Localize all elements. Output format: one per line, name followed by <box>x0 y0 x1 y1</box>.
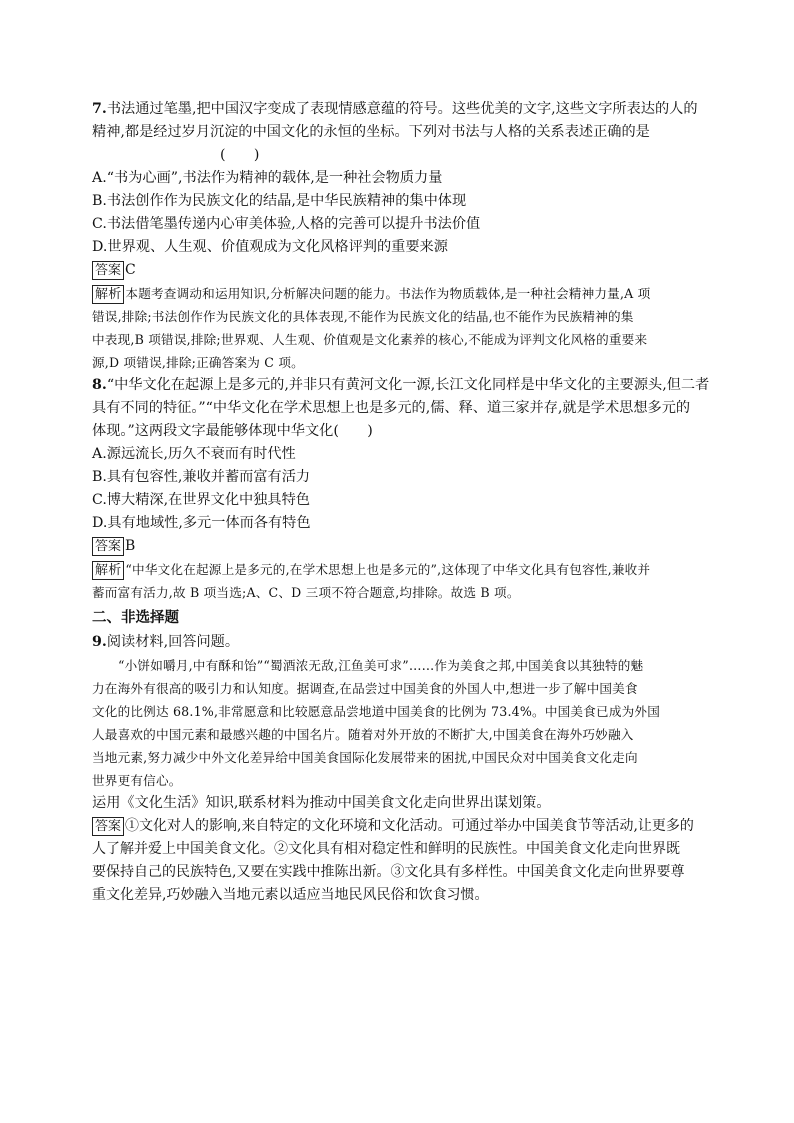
q8-option-b: B.具有包容性,兼收并蓄而富有活力 <box>92 469 311 485</box>
document-page <box>92 98 710 907</box>
q9-material-line-1: “小饼如嚼月,中有酥和饴”“蜀酒浓无敌,江鱼美可求”……作为美食之邦,中国美食以其独特的魅 <box>118 658 644 673</box>
q7-option-d: D.世界观、人生观、价值观成为文化风格评判的重要来源 <box>92 239 448 255</box>
q7-stem-line-1: 7.书法通过笔墨,把中国汉字变成了表现情感意蕴的符号。这些优美的文字,这些文字所表达的人的 <box>92 101 698 117</box>
answer-label: 答案 <box>92 261 124 280</box>
q8-option-a: A.源远流长,历久不衰而有时代性 <box>92 446 296 462</box>
q7-answer <box>92 259 704 282</box>
q8-answer <box>92 535 704 558</box>
q8-option-c: C.博大精深,在世界文化中独具特色 <box>92 492 310 508</box>
section-title: 二、非选择题 <box>92 609 179 626</box>
q7-analysis-line-1: 解析 本题考查调动和运用知识,分析解决问题的能力。书法作为物质载体,是一种社会精神力量,A 项 <box>92 282 704 305</box>
question-9 <box>92 631 704 907</box>
q8-stem-line-3: 体现。”这两段文字最能够体现中华文化( ) <box>92 423 373 439</box>
q7-analysis-line-3: 中表现,B 项错误,排除;世界观、人生观、价值观是文化素养的核心,不能成为评判文化风格的重要来 <box>92 332 648 347</box>
q9-answer-line-1: 答案 ①文化对人的影响,来自特定的文化环境和文化活动。可通过举办中国美食节等活动,让更多的 <box>92 815 704 838</box>
q9-material-line-4: 人最喜欢的中国元素和最感兴趣的中国名片。随着对外开放的不断扩大,中国美食在海外巧妙融入 <box>92 727 634 742</box>
q7-answer-value: C <box>125 262 136 278</box>
q9-answer-line-4: 重文化差异,巧妙融入当地元素以适应当地民风民俗和饮食习惯。 <box>92 887 489 903</box>
q7-option-a: A.“书为心画”,书法作为精神的载体,是一种社会物质力量 <box>92 170 443 186</box>
answer-label: 答案 <box>92 537 124 556</box>
answer-label: 答案 <box>92 817 124 836</box>
q8-number: 8 <box>92 377 102 393</box>
q7-analysis-line-2: 错误,排除;书法创作作为民族文化的具体表现,不能作为民族文化的结晶,也不能作为民族精神的集 <box>92 309 634 324</box>
q9-answer-line-2: 人了解并爱上中国美食文化。②文化具有相对稳定性和鲜明的民族性。中国美食文化走向世界既 <box>92 841 680 857</box>
question-8 <box>92 374 710 604</box>
q7-option-b: B.书法创作作为民族文化的结晶,是中华民族精神的集中体现 <box>92 193 467 209</box>
analysis-label: 解析 <box>92 285 124 304</box>
q9-material-line-2: 力在海外有很高的吸引力和认知度。据调查,在品尝过中国美食的外国人中,想进一步了解中国美食 <box>92 681 638 696</box>
q7-number: 7 <box>92 101 102 117</box>
q8-analysis-line-1: 解析 “中华文化在起源上是多元的,在学术思想上也是多元的”,这体现了中华文化具有包容性,兼收并 <box>92 558 704 581</box>
q8-option-d: D.具有地域性,多元一体而各有特色 <box>92 515 311 531</box>
analysis-label: 解析 <box>92 561 124 580</box>
q9-material-line-5: 当地元素,努力减少中外文化差异给中国美食国际化发展带来的困扰,中国民众对中国美食文化走向 <box>92 750 638 765</box>
q9-material-line-3: 文化的比例达 68.1%,非常愿意和比较愿意品尝地道中国美食的比例为 73.4%。中国美食已成为外国 <box>92 704 660 719</box>
q9-number: 9 <box>92 634 102 650</box>
q8-stem-line-2: 具有不同的特征。”“中华文化在学术思想上也是多元的,儒、释、道三家并存,就是学术思想多元的 <box>92 400 691 416</box>
q8-analysis-line-2: 蓄而富有活力,故 B 项当选;A、C、D 三项不符合题意,均排除。故选 B 项。 <box>92 585 520 600</box>
q9-question: 运用《文化生活》知识,联系材料为推动中国美食文化走向世界出谋划策。 <box>92 795 551 811</box>
question-7 <box>92 98 704 374</box>
q7-option-c: C.书法借笔墨传递内心审美体验,人格的完善可以提升书法价值 <box>92 216 481 232</box>
q8-answer-value: B <box>125 538 136 554</box>
q7-stem-line-2: 精神,都是经过岁月沉淀的中国文化的永恒的坐标。下列对书法与人格的关系表述正确的是 <box>92 124 650 140</box>
q9-material-line-6: 世界更有信心。 <box>92 773 182 788</box>
q9-prompt: 9.阅读材料,回答问题。 <box>92 634 240 650</box>
q7-answer-paren: ( ) <box>220 147 260 163</box>
q9-answer-line-3: 要保持自己的民族特色,又要在实践中推陈出新。③文化具有多样性。中国美食文化走向世界要尊 <box>92 864 685 880</box>
q8-stem-line-1: 8.“中华文化在起源上是多元的,并非只有黄河文化一源,长江文化同样是中华文化的主要源头,但二者 <box>92 377 710 393</box>
q7-analysis-line-4: 源,D 项错误,排除;正确答案为 C 项。 <box>92 355 304 370</box>
